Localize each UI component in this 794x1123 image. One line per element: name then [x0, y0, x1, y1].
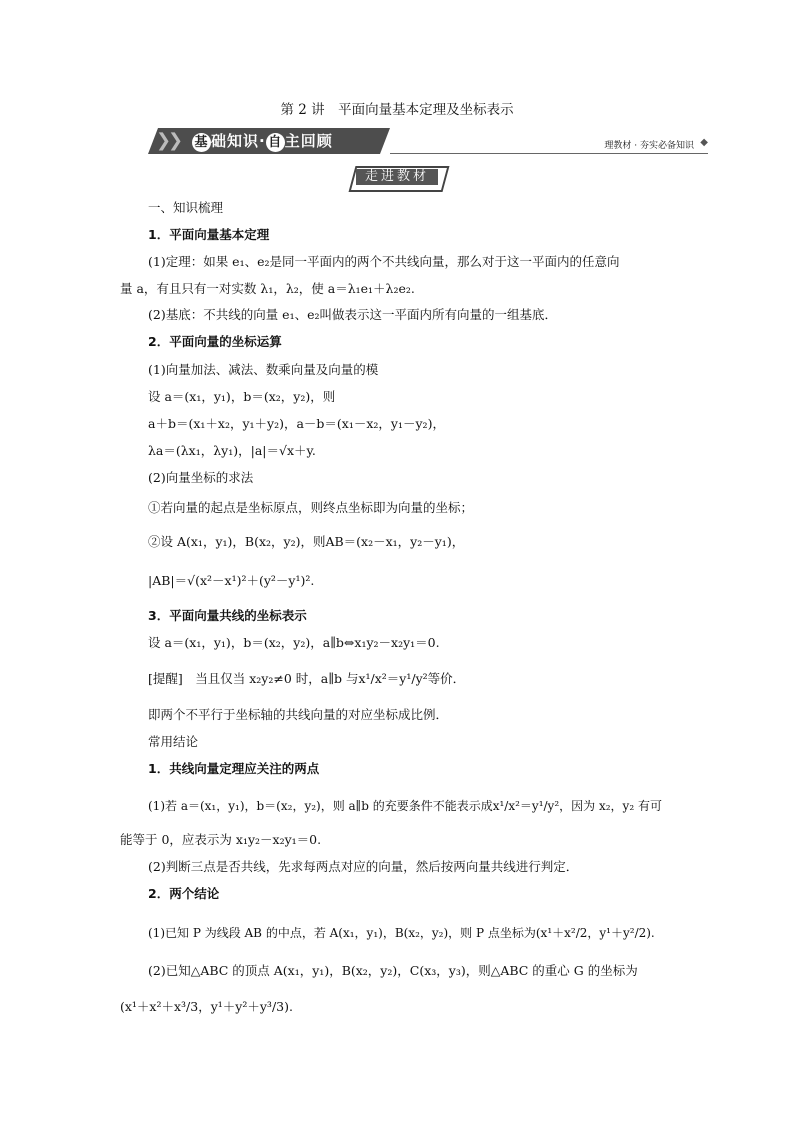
text-line: 能等于 0，应表示为 x₁y₂－x₂y₁＝0. — [120, 832, 322, 847]
section-badge: 走进教材 — [356, 169, 438, 185]
text-line: (2)已知△ABC 的顶点 A(x₁，y₁)，B(x₂，y₂)，C(x₃，y₃)，则△ABC 的重心 G 的坐标为 — [148, 963, 638, 978]
chevron-icon: ❯ — [156, 130, 172, 151]
banner-subtitle: 理教材 · 夯实必备知识 — [604, 141, 694, 151]
text-line: 设 a＝(x₁，y₁)，b＝(x₂，y₂)，则 — [148, 389, 336, 404]
banner-line — [390, 153, 708, 154]
text-line: 即两个不平行于坐标轴的共线向量的对应坐标成比例． — [148, 707, 449, 722]
formula-line: λa＝(λx₁，λy₁)，|a|＝√x＋y. — [148, 443, 316, 458]
text-line: 量 a，有且只有一对实数 λ₁，λ₂，使 a＝λ₁e₁＋λ₂e₂. — [120, 281, 415, 296]
heading: 3．平面向量共线的坐标表示 — [148, 608, 307, 623]
text-line: 常用结论 — [148, 734, 199, 749]
banner-text: 基 础知识· 自 主回顾 — [192, 130, 333, 152]
section-banner — [148, 128, 708, 156]
text-line: [提醒] 当且仅当 x₂y₂≠0 时，a∥b 与x¹/x²＝y¹/y²等价． — [148, 671, 466, 686]
text-line: (2)基底：不共线的向量 e₁、e₂叫做表示这一平面内所有向量的一组基底． — [148, 307, 557, 322]
text-line: ①若向量的起点是坐标原点，则终点坐标即为向量的坐标； — [148, 500, 474, 515]
heading: 1．平面向量基本定理 — [148, 227, 270, 242]
formula-line: ②设 A(x₁，y₁)，B(x₂，y₂)，则AB＝(x₂－x₁，y₂－y₁)， — [148, 534, 465, 549]
text-line: (1)已知 P 为线段 AB 的中点，若 A(x₁，y₁)，B(x₂，y₂)，则 P 点坐标为(x¹＋x²/2，y¹＋y²/2). — [148, 926, 655, 940]
formula-line: a＋b＝(x₁＋x₂，y₁＋y₂)，a－b＝(x₁－x₂，y₁－y₂)， — [148, 416, 445, 431]
formula-line: |AB|＝√(x²－x¹)²＋(y²－y¹)². — [148, 573, 315, 588]
text-line: (1)定理：如果 e₁、e₂是同一平面内的两个不共线向量，那么对于这一平面内的任意向 — [148, 254, 620, 269]
heading: 2．两个结论 — [148, 886, 220, 901]
heading: 2．平面向量的坐标运算 — [148, 334, 282, 349]
formula-line: 设 a＝(x₁，y₁)，b＝(x₂，y₂)，a∥b⇔x₁y₂－x₂y₁＝0. — [148, 635, 440, 650]
text-line: (1)向量加法、减法、数乘向量及向量的模 — [148, 362, 379, 377]
page-title: 第 2 讲 平面向量基本定理及坐标表示 — [280, 102, 514, 118]
diamond-icon: ◆ — [700, 137, 708, 148]
text-line: (1)若 a＝(x₁，y₁)，b＝(x₂，y₂)，则 a∥b 的充要条件不能表示成x¹/x²＝y¹/y²，因为 x₂，y₂ 有可 — [148, 799, 662, 813]
text-line: (2)向量坐标的求法 — [148, 470, 254, 485]
heading: 1．共线向量定理应关注的两点 — [148, 761, 320, 776]
text-line: (2)判断三点是否共线，先求每两点对应的向量，然后按两向量共线进行判定． — [148, 859, 579, 874]
chevron-icon: ❯ — [168, 130, 184, 151]
text-line: 一、知识梳理 — [148, 200, 224, 215]
formula-line: (x¹＋x²＋x³/3，y¹＋y²＋y³/3). — [120, 999, 293, 1014]
